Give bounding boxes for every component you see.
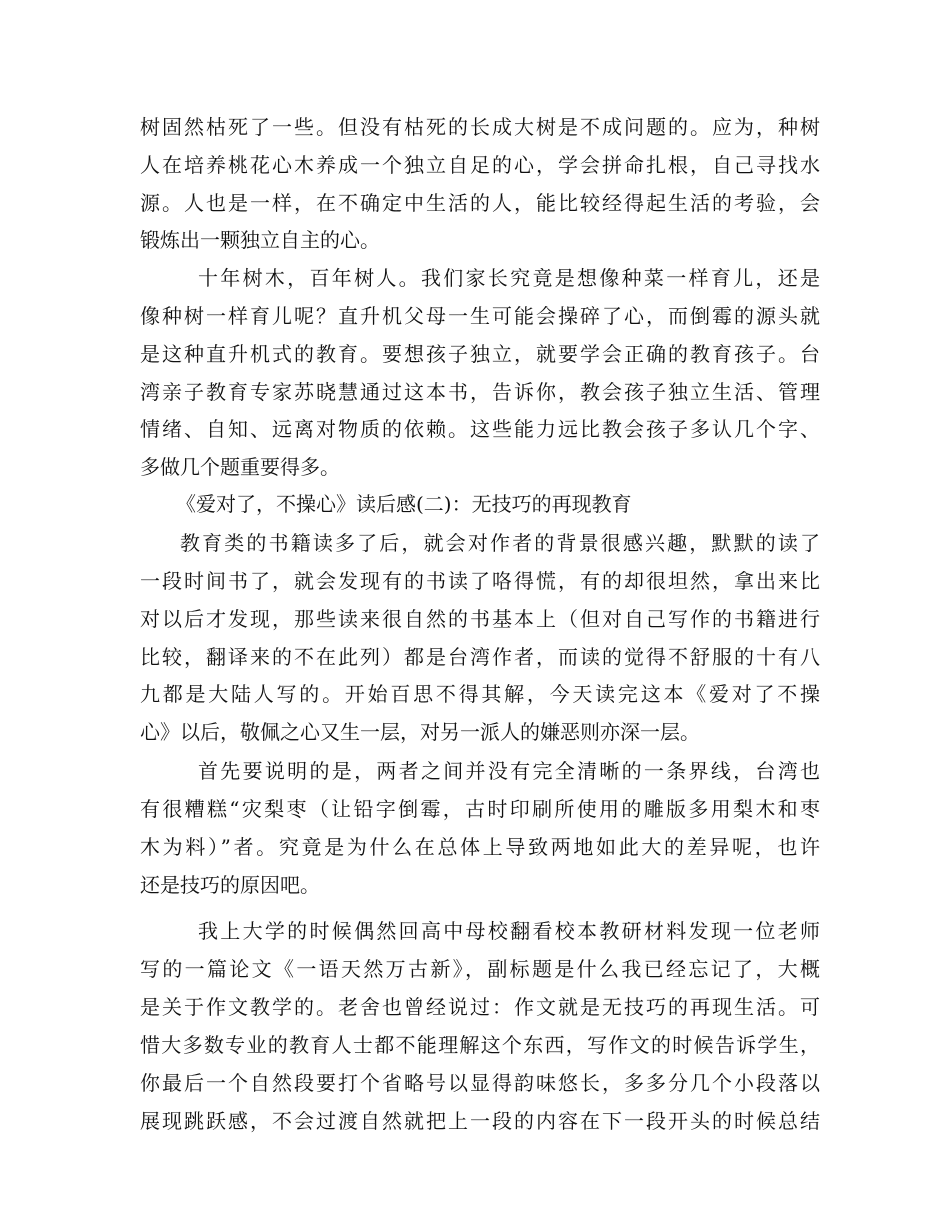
text-line: 木为料）”者。究竟是为什么在总体上导致两地如此大的差异呢，也许 — [140, 835, 820, 859]
text-line: 对以后才发现，那些读来很自然的书基本上（但对自己写作的书籍进行 — [140, 607, 820, 631]
text-line: 源。人也是一样，在不确定中生活的人，能比较经得起生活的考验，会 — [140, 191, 820, 215]
text-line: 我上大学的时候偶然回高中母校翻看校本教研材料发现一位老师 — [198, 919, 820, 943]
text-line: 像种树一样育儿呢？直升机父母一生可能会操碎了心，而倒霉的源头就 — [140, 304, 820, 328]
text-line: 情绪、自知、远离对物质的依赖。这些能力远比教会孩子多认几个字、 — [140, 417, 820, 441]
text-line: 十年树木，百年树人。我们家长究竟是想像种菜一样育儿，还是 — [198, 266, 820, 290]
text-line: 湾亲子教育专家苏晓慧通过这本书，告诉你，教会孩子独立生活、管理 — [140, 380, 820, 404]
text-line: 心》以后，敬佩之心又生一层，对另一派人的嫌恶则亦深一层。 — [140, 720, 700, 744]
text-line: 教育类的书籍读多了后，就会对作者的背景很感兴趣，默默的读了 — [180, 531, 820, 555]
text-line: 你最后一个自然段要打个省略号以显得韵味悠长，多多分几个小段落以 — [140, 1071, 820, 1095]
text-line: 写的一篇论文《一语天然万古新》，副标题是什么我已经忘记了，大概 — [140, 957, 820, 981]
text-line: 是这种直升机式的教育。要想孩子独立，就要学会正确的教育孩子。台 — [140, 342, 820, 366]
text-line: 树固然枯死了一些。但没有枯死的长成大树是不成问题的。应为，种树 — [140, 115, 820, 139]
text-line: 比较，翻译来的不在此列）都是台湾作者，而读的觉得不舒服的十有八 — [140, 645, 820, 669]
text-line: 展现跳跃感，不会过渡自然就把上一段的内容在下一段开头的时候总结 — [140, 1109, 820, 1133]
text-line: 惜大多数专业的教育人士都不能理解这个东西，写作文的时候告诉学生， — [140, 1033, 820, 1057]
text-line: 九都是大陆人写的。开始百思不得其解，今天读完这本《爱对了不操 — [140, 682, 820, 706]
text-line: 还是技巧的原因吧。 — [140, 873, 320, 897]
text-line: 锻炼出一颗独立自主的心。 — [140, 228, 380, 252]
text-line: 多做几个题重要得多。 — [140, 455, 340, 479]
text-line: 人在培养桃花心木养成一个独立自足的心，学会拼命扎根，自己寻找水 — [140, 153, 820, 177]
text-line: 是关于作文教学的。老舍也曾经说过：作文就是无技巧的再现生活。可 — [140, 995, 820, 1019]
text-line: 首先要说明的是，两者之间并没有完全清晰的一条界线，台湾也 — [198, 759, 820, 783]
text-line: 有很糟糕“灾梨枣（让铅字倒霉，古时印刷所使用的雕版多用梨木和枣 — [140, 797, 820, 821]
section-heading: 《爱对了，不操心》读后感(二)：无技巧的再现教育 — [176, 492, 632, 516]
text-line: 一段时间书了，就会发现有的书读了咯得慌，有的却很坦然，拿出来比 — [140, 569, 820, 593]
